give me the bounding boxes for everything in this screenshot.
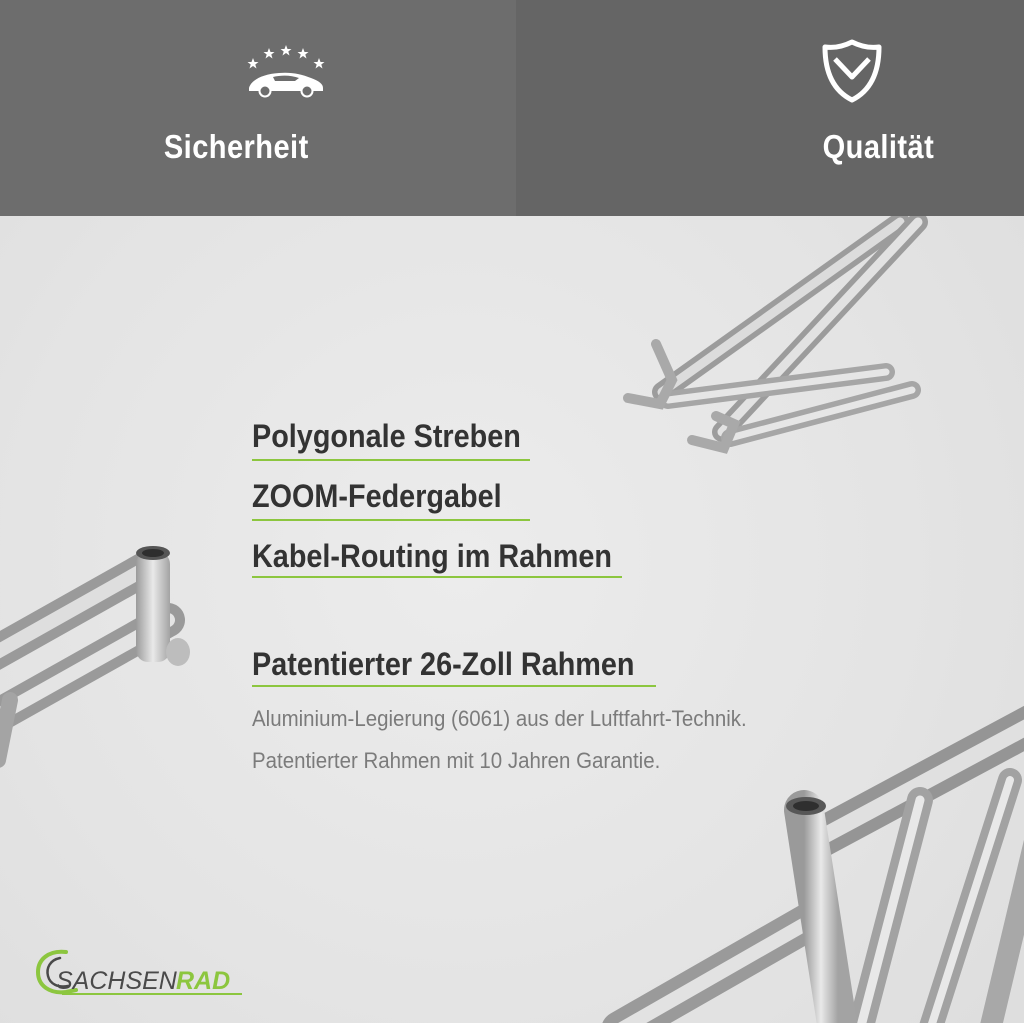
logo-text-main: SACHSEN — [56, 967, 177, 995]
safety-label: Sicherheit — [163, 128, 309, 165]
feature-underline — [252, 519, 530, 521]
frame-title: Patentierter 26-Zoll Rahmen — [252, 646, 635, 682]
header-banner — [0, 0, 1024, 216]
quality-label: Qualität — [822, 128, 934, 165]
feature-underline — [252, 459, 530, 461]
feature-item: Polygonale Streben — [252, 418, 521, 454]
frame-title-underline — [252, 685, 656, 687]
feature-underline — [252, 576, 622, 578]
car-with-stars-icon — [245, 36, 327, 106]
logo-text-accent: RAD — [176, 967, 231, 995]
sachsenrad-logo — [36, 948, 246, 1009]
safety-panel — [0, 0, 516, 216]
shield-chevron-icon — [822, 36, 882, 106]
frame-description-line: Patentierter Rahmen mit 10 Jahren Garantie. — [252, 748, 661, 773]
quality-panel — [516, 0, 1024, 216]
frame-description-line: Aluminium-Legierung (6061) aus der Luftfahrt-Technik. — [252, 706, 747, 731]
feature-item: Kabel-Routing im Rahmen — [252, 538, 613, 574]
feature-item: ZOOM-Federgabel — [252, 478, 502, 514]
